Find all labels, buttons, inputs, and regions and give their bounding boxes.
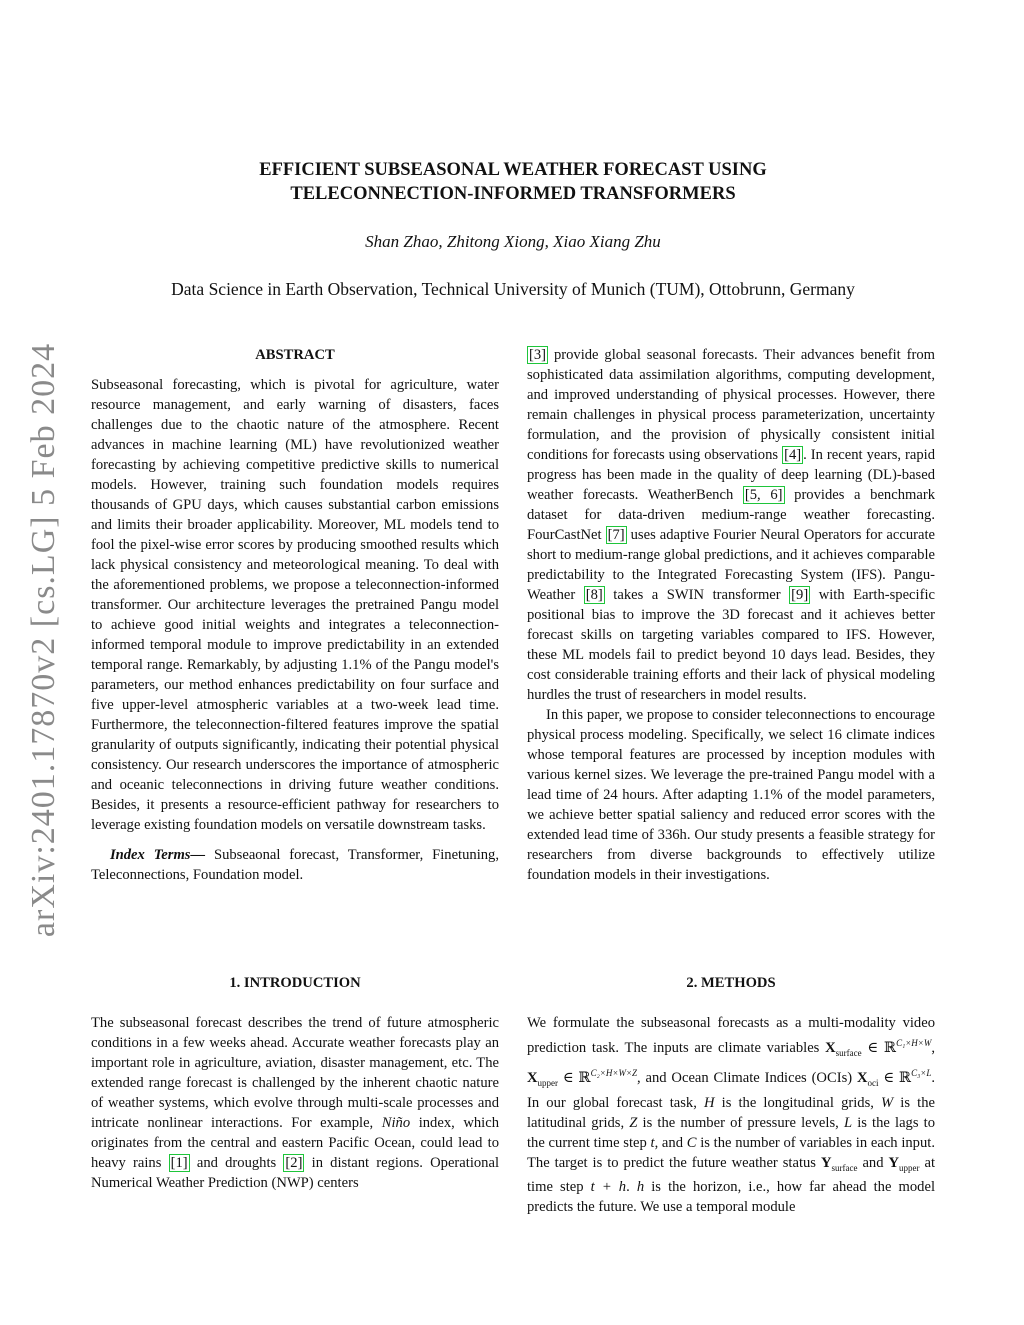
math-subscript: oci bbox=[867, 1077, 879, 1088]
math-symbol: X bbox=[527, 1069, 538, 1086]
math-superscript: C₂×H×W×Z bbox=[590, 1067, 638, 1078]
introduction-paragraph bbox=[91, 1013, 499, 1193]
right-text-4: uses adaptive Fourier Neural Operators for accurate short to medium-range global predictions, and it achieves comparable predictability to the Integrated Forecasting System (IFS). Pangu-Weather bbox=[527, 527, 935, 603]
citation-link[interactable]: [7] bbox=[607, 527, 625, 543]
math-variable: C bbox=[686, 1134, 697, 1151]
math-variable: H bbox=[703, 1094, 715, 1111]
citation-link[interactable]: [2] bbox=[285, 1155, 303, 1171]
citation-link[interactable]: [8] bbox=[585, 587, 603, 603]
methods-text-12: . bbox=[626, 1179, 637, 1196]
intro-text-4: in distant regions. Operational Numerical Weather Prediction (NWP) centers bbox=[91, 1155, 499, 1191]
methods-paragraph: We formulate the subseasonal forecasts as a multi-modality video prediction task. The inputs are climate variables $X_{surface}$ ∈ ℝ$^{C_1\times H\times W}$, $X_{upper}$ ∈ ℝ$^{C_2\times H\times W\times Z}$, and Ocean Climate Indices (OCIs) $X_{oci}$ ∈ ℝ$^{C_3\times L}$. In our global forecast task, H is the longitudinal grids, W is the latitudinal grids, Z is the number of pressure levels, L is the lags to the current time step t, and C is the number of variables in each input. The target is to predict the future weather status $Y_{surface}$ and $Y_{upper}$ at time step t + h. h is the horizon, i.e., how far ahead the model predicts the future. We use a temporal module bbox=[527, 1015, 936, 1216]
math-superscript: C₃×L bbox=[911, 1067, 932, 1078]
index-terms-text: Subseaonal forecast, Transformer, Finetuning, Teleconnections, Foundation model. bbox=[91, 847, 499, 883]
math-subscript: upper bbox=[899, 1162, 920, 1173]
affiliation: Data Science in Earth Observation, Technical University of Munich (TUM), Ottobrunn, Germany bbox=[171, 279, 855, 299]
index-terms bbox=[91, 845, 499, 885]
math-superscript: C₁×H×W bbox=[896, 1038, 932, 1048]
abstract-body: Subseasonal forecasting, which is pivotal for agriculture, water resource management, and early warning of disasters, faces challenges due to the chaotic nature of the atmosphere. Recent advances in machine learning (ML) have revolutionized weather forecasting by achieving competitive predictive skills to numerical models. However, training such foundation models requires thousands of GPU days, which causes substantial carbon emissions and limits their broader applicability. Moreover, ML models tend to fool the pixel-wise error scores by producing smoothed results which lack physical consistency and meteorological meaning. To deal with the aforementioned problems, we propose a teleconnection-informed transformer. Our architecture leverages the pretrained Pangu model to achieve good initial weights and integrates a teleconnection-informed temporal module to improve predictability in an extended temporal range. Remarkably, by adjusting 1.1% of the Pangu model's parameters, our method enhances predictability on four surface and five upper-level atmospheric variables at a two-week lead time. Furthermore, the teleconnection-filtered features improve the spatial granularity of outputs significantly, indicating their potential physical consistency. Our research underscores the importance of atmospheric and oceanic teleconnections in driving future weather conditions. Besides, it presents a resource-efficient pathway for researchers to leverage existing foundation models on versatile downstream tasks. bbox=[91, 377, 499, 833]
right-text-1: provide global seasonal forecasts. Their advances benefit from sophisticated data assimilation algorithms, computing development, and improved understanding of physical processes. However, there remain challenges in physical process parameterization, uncertainty formulation, and the provision of physically consistent initial conditions for forecasts using observations bbox=[527, 347, 935, 463]
math-variable: W bbox=[881, 1094, 894, 1111]
methods-text-1: We formulate the subseasonal forecasts as a multi-modality video prediction task. The inputs are climate variables bbox=[527, 1015, 935, 1056]
methods-text-10: and bbox=[857, 1154, 889, 1171]
intro-text-1: The subseasonal forecast describes the trend of future atmospheric conditions in a few weeks ahead. Accurate weather forecasts play an important role in agriculture, aviation, disaster management, etc. The extended range forecast is challenged by the inherent chaotic nature of weather systems, which evolve through multi-scale processes and intricate nonlinear interactions. For example, bbox=[91, 1015, 499, 1131]
methods-text-3: . In our global forecast task, bbox=[527, 1069, 935, 1111]
math-element-of: ∈ ℝ bbox=[558, 1069, 591, 1086]
title-line-2: TELECONNECTION-INFORMED TRANSFORMERS bbox=[290, 184, 736, 204]
methods-text-4: is the longitudinal grids, bbox=[714, 1094, 882, 1111]
introduction-heading: 1. INTRODUCTION bbox=[229, 975, 361, 991]
right-text-6: with Earth-specific positional bias to improve the 3D forecast and it achieves better forecast skills on targeting variables compared to IFS. However, these ML models fail to predict beyond 10 days lead. Besides, they cost considerable training efforts and their lack of physical modeling hurdles the trust of researchers in model results. bbox=[527, 587, 935, 703]
arxiv-stamp: arXiv:2401.17870v2 [cs.LG] 5 Feb 2024 bbox=[25, 342, 62, 938]
abstract-heading: ABSTRACT bbox=[255, 347, 335, 363]
right-text-2: . In recent years, rapid progress has been made in the quality of deep learning (DL)-based weather forecasts. WeatherBench bbox=[527, 447, 936, 503]
nino-term: Niño bbox=[381, 1115, 411, 1131]
right-text-5: takes a SWIN transformer bbox=[604, 587, 790, 603]
methods-text-9: is the number of variables in each input. The target is to predict the future weather status bbox=[527, 1134, 935, 1171]
math-variable: h bbox=[636, 1179, 645, 1196]
methods-text-6: is the number of pressure levels, bbox=[637, 1114, 844, 1131]
methods-text-8: , and bbox=[654, 1134, 687, 1151]
citation-link[interactable]: [5, 6] bbox=[744, 487, 783, 503]
intro-text-3: and droughts bbox=[189, 1155, 284, 1171]
intro-paragraph-continued bbox=[527, 345, 935, 705]
authors: Shan Zhao, Zhitong Xiong, Xiao Xiang Zhu bbox=[365, 232, 661, 251]
methods-section bbox=[527, 973, 935, 1217]
citation-link[interactable]: [3] bbox=[529, 347, 547, 363]
math-symbol: Y bbox=[820, 1154, 832, 1171]
math-variable: Z bbox=[629, 1114, 638, 1131]
intro-paragraph-proposal: In this paper, we propose to consider teleconnections to encourage physical process modeling. Specifically, we select 16 climate indices whose temporal features are processed by inception modules with various kernel sizes. We leverage the pre-trained Pangu model with a lead time of 24 hours. After adapting 1.1% of the model parameters, we achieve better spatial saliency and reduced error scores with the extended lead time of 336h. Our study presents a feasible strategy for researchers from diverse backgrounds to effectively utilize foundation models in their investigations. bbox=[527, 707, 935, 883]
citation-link[interactable]: [4] bbox=[784, 447, 802, 463]
introduction-section bbox=[91, 973, 499, 1193]
citation-link[interactable]: [9] bbox=[791, 587, 809, 603]
abstract-section bbox=[91, 345, 499, 885]
math-element-of: ∈ ℝ bbox=[878, 1069, 912, 1086]
paper-title bbox=[120, 158, 906, 206]
title-line-1: EFFICIENT SUBSEASONAL WEATHER FORECAST USING bbox=[259, 160, 767, 180]
math-variable: L bbox=[843, 1114, 853, 1131]
methods-text-5: is the latitudinal grids, bbox=[527, 1094, 935, 1131]
introduction-continued bbox=[527, 345, 935, 885]
math-symbol: X bbox=[856, 1069, 868, 1086]
methods-text-13: is the horizon, i.e., how far ahead the model predicts the future. We use a temporal module bbox=[527, 1179, 936, 1216]
math-subscript: upper bbox=[537, 1077, 559, 1088]
math-subscript: surface bbox=[831, 1162, 858, 1173]
math-subscript: surface bbox=[835, 1047, 862, 1058]
math-variable: t bbox=[650, 1134, 655, 1151]
methods-text-2: , and Ocean Climate Indices (OCIs) bbox=[637, 1069, 857, 1086]
math-element-of: ∈ ℝ bbox=[861, 1039, 897, 1056]
right-text-3: provides a benchmark dataset for data-driven medium-range weather forecasting. FourCastNet bbox=[527, 487, 935, 543]
intro-text-2: index, which originates from the central and eastern Pacific Ocean, could lead to heavy rains bbox=[91, 1115, 499, 1171]
math-symbol: X bbox=[825, 1039, 836, 1056]
methods-text-11: at time step bbox=[527, 1154, 936, 1196]
math-symbol: Y bbox=[888, 1154, 900, 1171]
math-expression: t + h bbox=[590, 1179, 627, 1196]
methods-text-7: is the lags to the current time step bbox=[527, 1114, 936, 1151]
methods-heading: 2. METHODS bbox=[686, 975, 776, 991]
citation-link[interactable]: [1] bbox=[170, 1155, 188, 1171]
index-terms-label: Index Terms— bbox=[109, 847, 206, 863]
